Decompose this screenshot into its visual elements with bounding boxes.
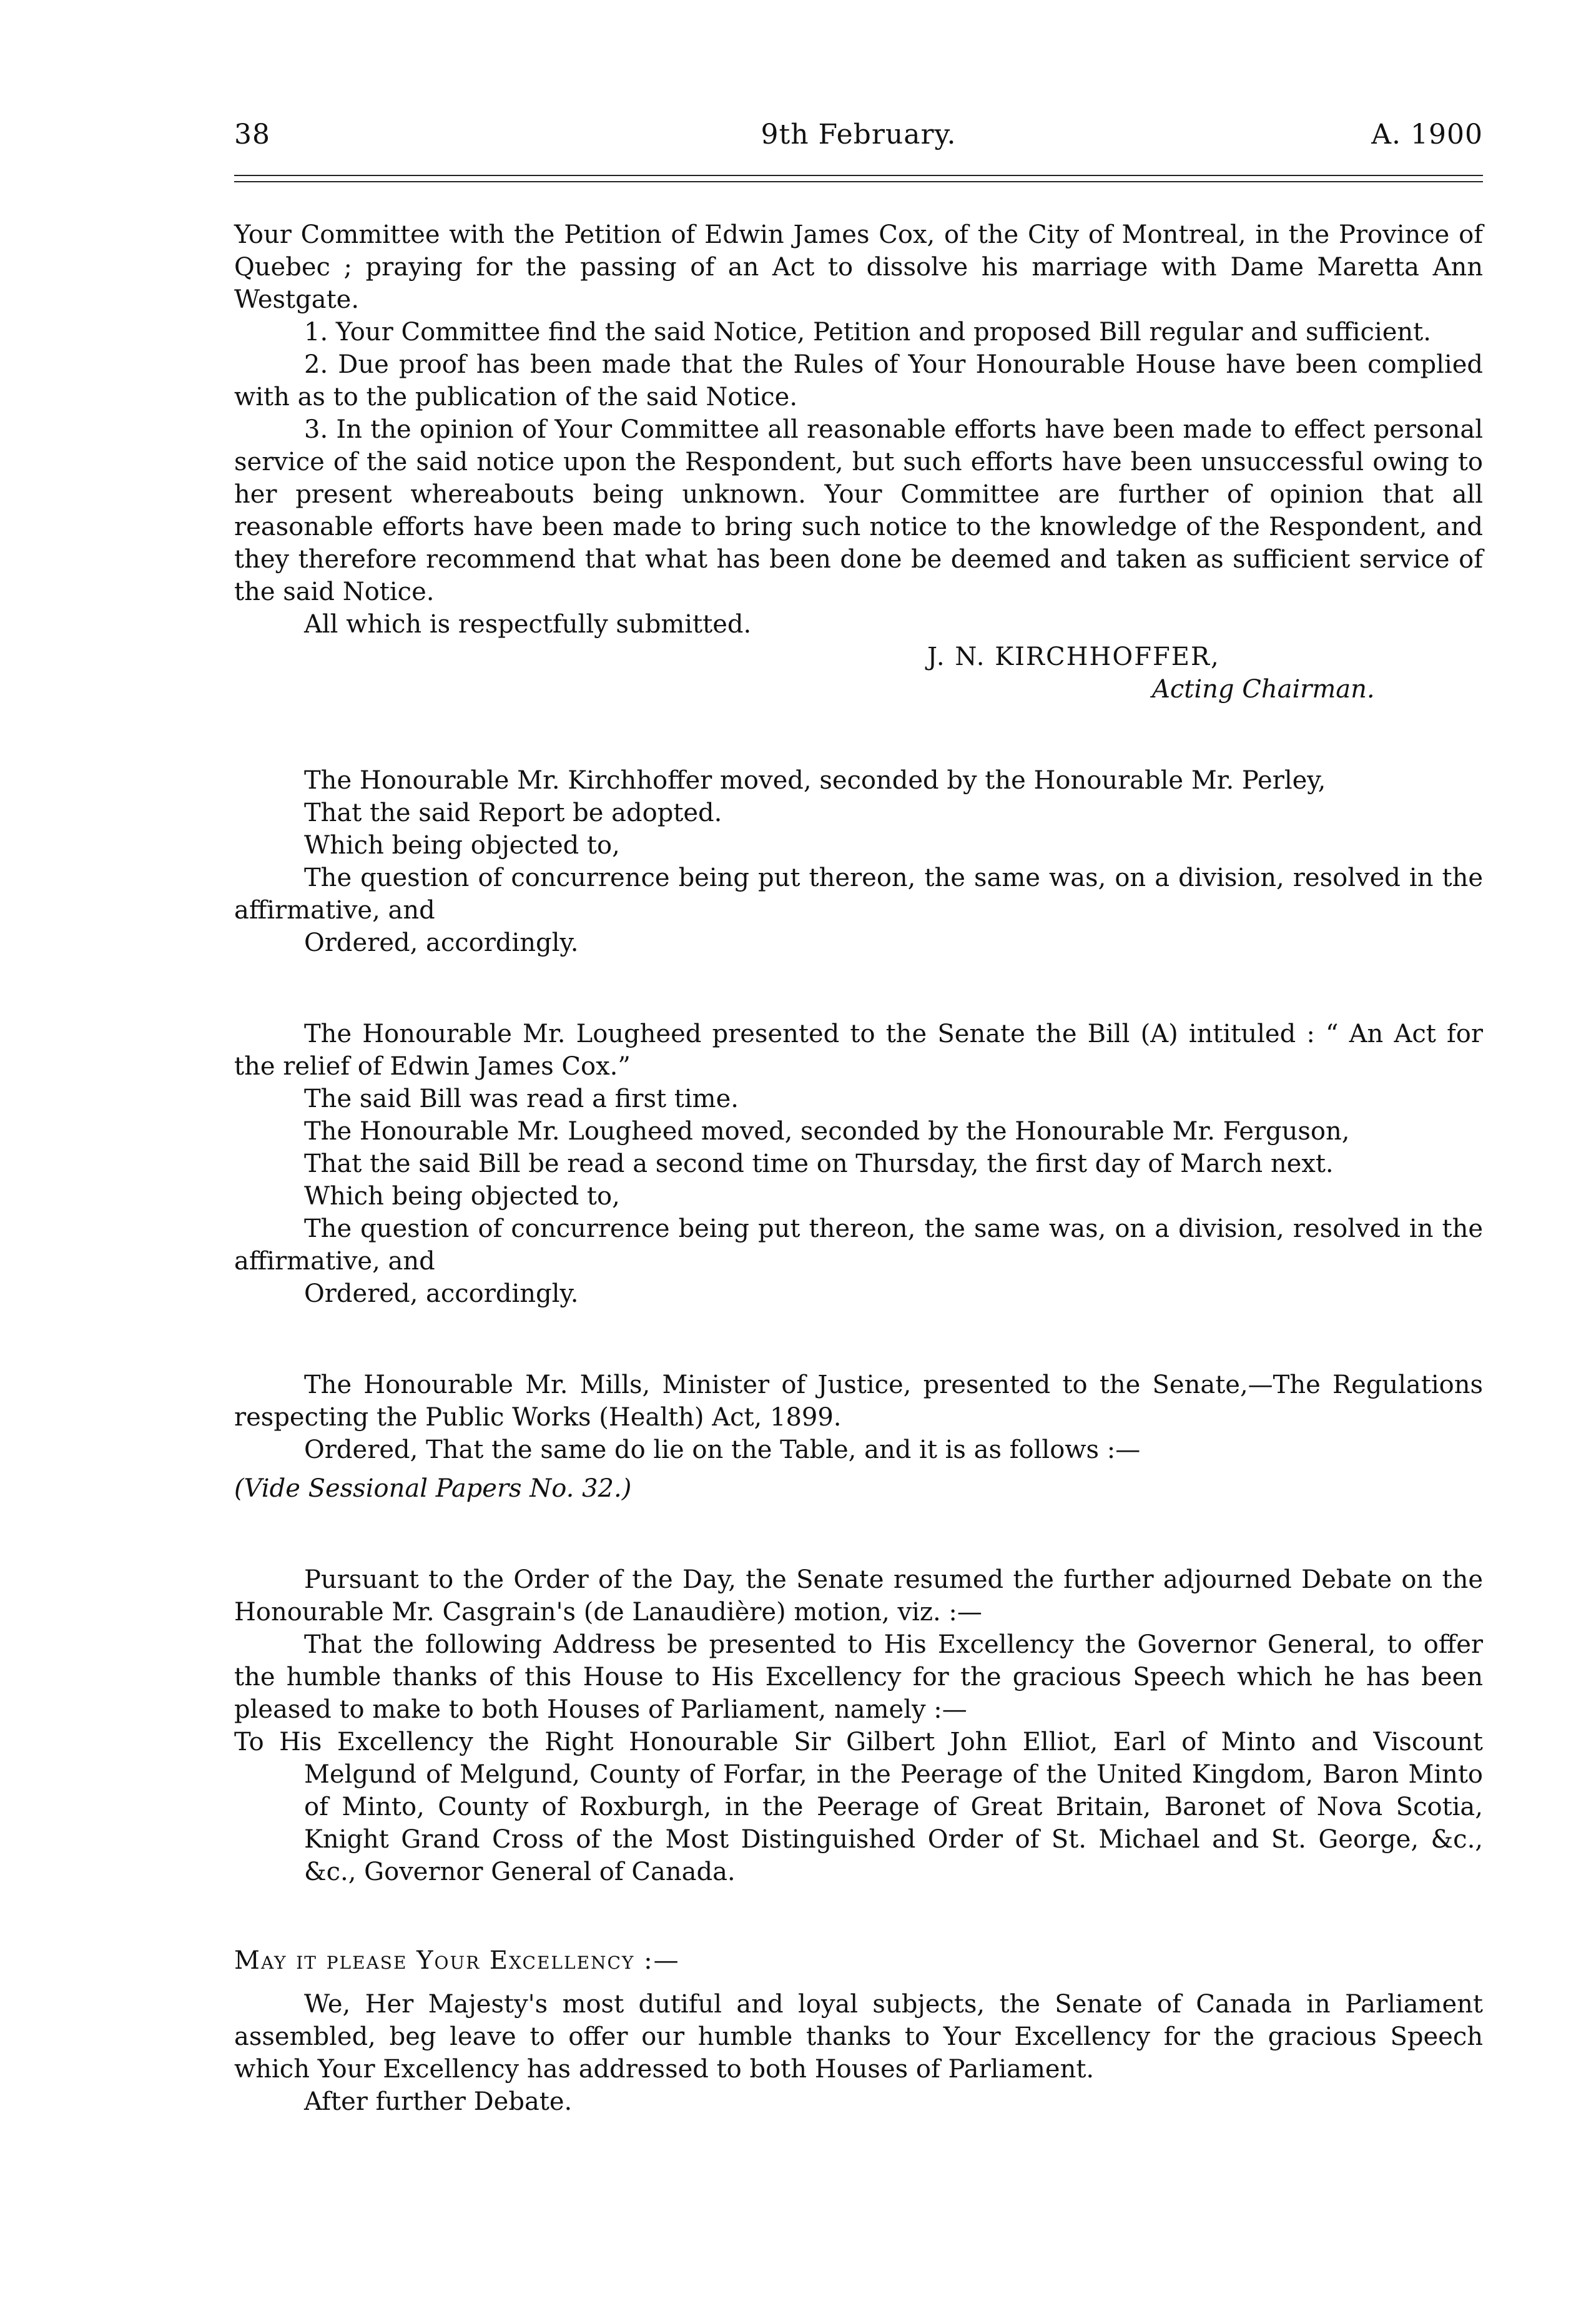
- paragraph: We, Her Majesty's most dutiful and loyal subjects, the Senate of Canada in Parliament assembled, beg leave to offer our humble thanks to Your Excellency for the gracious Speech which Your Excellency has addressed to both Houses of Parliament.: [234, 1990, 1483, 2084]
- paragraph: All which is respectfully submitted.: [304, 610, 752, 639]
- paragraph: After further Debate.: [304, 2087, 573, 2116]
- paragraph: That the said Bill be read a second time on Thursday, the first day of March next.: [304, 1150, 1334, 1178]
- header-year: A. 1900: [1371, 119, 1483, 150]
- salutation: May it please Your Excellency :—: [234, 1946, 680, 1975]
- paragraph: Ordered, accordingly.: [304, 928, 579, 957]
- paragraph: The Honourable Mr. Kirchhoffer moved, seconded by the Honourable Mr. Perley,: [304, 766, 1326, 795]
- paragraph: The Honourable Mr. Lougheed moved, seconded by the Honourable Mr. Ferguson,: [304, 1117, 1350, 1146]
- signature-name: J. N. KIRCHHOFFER,: [927, 643, 1220, 671]
- paragraph: The question of concurrence being put thereon, the same was, on a division, resolved in the affirmative, and: [234, 864, 1483, 925]
- paragraph: Ordered, accordingly.: [304, 1279, 579, 1308]
- paragraph: The said Bill was read a first time.: [304, 1085, 739, 1113]
- paragraph: That the said Report be adopted.: [304, 799, 722, 827]
- signature-role: Acting Chairman.: [1152, 675, 1375, 704]
- paragraph: The question of concurrence being put thereon, the same was, on a division, resolved in the affirmative, and: [234, 1214, 1483, 1276]
- paragraph: 3. In the opinion of Your Committee all reasonable efforts have been made to effect personal service of the said notice upon the Respondent, but such efforts have been unsuccessful owing to her present whereabouts being unknown. Your Committee are further of opinion that all reasonable efforts have been made to bring such notice to the knowledge of the Respondent, and they therefore recommend that what has been done be deemed and taken as sufficient service of the said Notice.: [234, 415, 1483, 606]
- page-header: [234, 119, 1483, 162]
- paragraph: Which being objected to,: [304, 1182, 620, 1211]
- paragraph: That the following Address be presented to His Excellency the Governor General, to offer the humble thanks of this House to His Excellency for the gracious Speech which he has been pleased to make to both Houses of Parliament, namely :—: [234, 1630, 1483, 1724]
- sessional-papers-reference: (Vide Sessional Papers No. 32.): [234, 1474, 632, 1503]
- paragraph: Ordered, That the same do lie on the Table, and it is as follows :—: [304, 1435, 1141, 1464]
- signature-block: [234, 641, 1483, 706]
- address-heading: To His Excellency the Right Honourable Sir Gilbert John Elliot, Earl of Minto and Viscount Melgund of Melgund, County of Forfar, in the Peerage of the United Kingdom, Baron Minto of Minto, County of Roxburgh, in the Peerage of Great Britain, Baronet of Nova Scotia, Knight Grand Cross of the Most Distinguished Order of St. Michael and St. George, &c., &c., Governor General of Canada.: [234, 1728, 1483, 1886]
- paragraph: Pursuant to the Order of the Day, the Senate resumed the further adjourned Debate on the Honourable Mr. Casgrain's (de Lanaudière) motion, viz. :—: [234, 1565, 1483, 1627]
- document-body: [234, 219, 1483, 2118]
- header-rule: [234, 175, 1483, 182]
- paragraph: The Honourable Mr. Lougheed presented to the Senate the Bill (A) intituled : “ An Act for the relief of Edwin James Cox.”: [234, 1020, 1483, 1081]
- paragraph: 2. Due proof has been made that the Rules of Your Honourable House have been complied with as to the publication of the said Notice.: [234, 350, 1483, 411]
- page-number: 38: [234, 119, 270, 150]
- paragraph: 1. Your Committee find the said Notice, Petition and proposed Bill regular and sufficient.: [304, 318, 1431, 347]
- paragraph: Which being objected to,: [304, 831, 620, 860]
- header-date: 9th February.: [761, 119, 957, 150]
- paragraph: Your Committee with the Petition of Edwin James Cox, of the City of Montreal, in the Province of Quebec ; praying for the passing of an Act to dissolve his marriage with Dame Maretta Ann Westgate.: [234, 220, 1483, 314]
- paragraph: The Honourable Mr. Mills, Minister of Justice, presented to the Senate,—The Regulations respecting the Public Works (Health) Act, 1899.: [234, 1371, 1483, 1432]
